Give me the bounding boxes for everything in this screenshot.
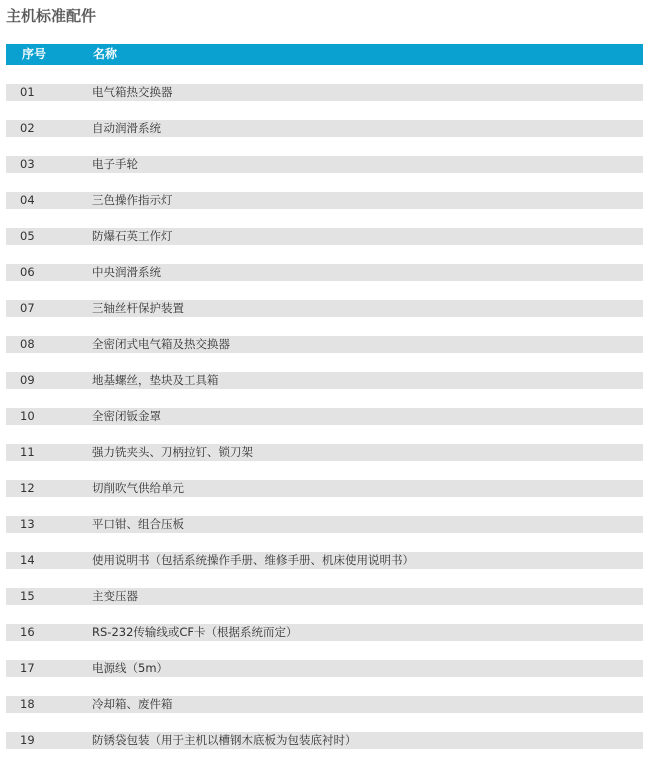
table-row <box>6 156 643 173</box>
row-index: 18 <box>20 697 35 711</box>
row-index: 07 <box>20 301 35 315</box>
row-index: 10 <box>20 409 35 423</box>
table-body <box>6 84 643 768</box>
row-index: 11 <box>20 445 35 459</box>
row-name: 平口钳、组合压板 <box>92 517 184 531</box>
table-row <box>6 192 643 209</box>
row-index: 19 <box>20 733 35 747</box>
row-name: 防爆石英工作灯 <box>92 229 173 243</box>
row-name: 冷却箱、废件箱 <box>92 697 173 711</box>
header-name: 名称 <box>93 47 118 61</box>
table-row <box>6 660 643 677</box>
row-index: 14 <box>20 553 35 567</box>
row-name: 强力铣夹头、刀柄拉钉、锁刀架 <box>92 445 253 459</box>
row-name: 地基螺丝，垫块及工具箱 <box>92 373 219 387</box>
row-name: RS-232传输线或CF卡（根据系统而定） <box>92 625 298 639</box>
row-index: 04 <box>20 193 35 207</box>
table-row <box>6 300 643 317</box>
row-index: 17 <box>20 661 35 675</box>
row-index: 03 <box>20 157 35 171</box>
row-name: 三轴丝杆保护装置 <box>92 301 184 315</box>
table-row <box>6 624 643 641</box>
row-index: 08 <box>20 337 35 351</box>
table-row <box>6 84 643 101</box>
table-row <box>6 444 643 461</box>
row-index: 09 <box>20 373 35 387</box>
row-name: 全密闭钣金罩 <box>92 409 161 423</box>
accessories-table <box>6 44 643 747</box>
row-name: 使用说明书（包括系统操作手册、维修手册、机床使用说明书） <box>92 553 414 567</box>
row-index: 16 <box>20 625 35 639</box>
row-name: 切削吹气供给单元 <box>92 481 184 495</box>
table-row <box>6 228 643 245</box>
table-row <box>6 372 643 389</box>
table-row <box>6 480 643 497</box>
row-index: 13 <box>20 517 35 531</box>
row-index: 01 <box>20 85 35 99</box>
table-row <box>6 120 643 137</box>
row-index: 12 <box>20 481 35 495</box>
row-name: 三色操作指示灯 <box>92 193 173 207</box>
table-row <box>6 552 643 569</box>
table-row <box>6 588 643 605</box>
table-header <box>6 44 643 65</box>
table-row <box>6 336 643 353</box>
table-row <box>6 516 643 533</box>
row-index: 06 <box>20 265 35 279</box>
table-row <box>6 408 643 425</box>
page-title: 主机标准配件 <box>6 7 97 25</box>
row-name: 中央润滑系统 <box>92 265 161 279</box>
row-index: 15 <box>20 589 35 603</box>
table-row <box>6 696 643 713</box>
row-name: 主变压器 <box>92 589 138 603</box>
table-row <box>6 264 643 281</box>
row-name: 全密闭式电气箱及热交换器 <box>92 337 230 351</box>
row-name: 电子手轮 <box>92 157 138 171</box>
row-name: 电气箱热交换器 <box>92 85 173 99</box>
table-row <box>6 732 643 749</box>
header-index: 序号 <box>22 47 47 61</box>
row-index: 05 <box>20 229 35 243</box>
row-index: 02 <box>20 121 35 135</box>
row-name: 防锈袋包装（用于主机以槽钢木底板为包装底衬时） <box>92 733 357 747</box>
row-name: 电源线（5m） <box>92 661 169 675</box>
row-name: 自动润滑系统 <box>92 121 161 135</box>
